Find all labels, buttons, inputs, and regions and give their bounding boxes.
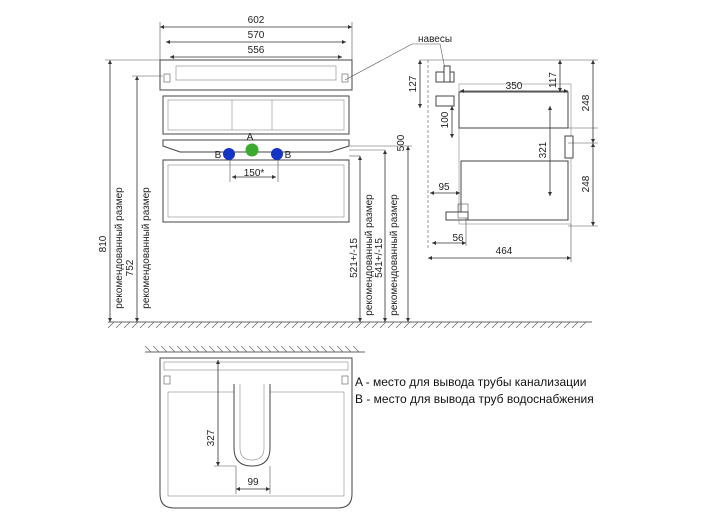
legend: [355, 375, 594, 406]
dim-56: [432, 218, 466, 246]
drain-point-a: [246, 144, 259, 157]
countertop: [160, 60, 352, 90]
top-drawer: [163, 96, 349, 134]
dim-556: [170, 45, 342, 57]
dim-127-label: 127: [408, 75, 419, 93]
legend-b: B - место для вывода труб водоснабжения: [355, 392, 594, 406]
dim-570: [166, 30, 346, 42]
dim-541-label: 541+/-15: [374, 238, 385, 278]
dim-100-label: 100: [440, 111, 451, 129]
dim-752-label: 752: [125, 259, 136, 277]
dim-350-label: 350: [505, 81, 523, 92]
dim-95: [430, 182, 460, 193]
side-view: [345, 34, 598, 262]
dim-248-bottom-label: 248: [581, 175, 592, 193]
dim-500: [349, 134, 412, 322]
rec-label-521: рекомендованный размер: [364, 194, 375, 316]
dim-117: [548, 60, 560, 92]
dim-327-label: 327: [206, 429, 217, 447]
hinges-label: навесы: [418, 34, 453, 45]
dim-248-top: [568, 60, 598, 143]
dim-570-label: 570: [247, 30, 265, 41]
wall-hatching: [145, 346, 359, 352]
legend-a: A - место для вывода трубы канализации: [355, 375, 587, 389]
front-view: [98, 15, 412, 322]
spacing-b-label: 150*: [243, 168, 265, 179]
water-point-b-left: [223, 148, 235, 160]
dim-521: [349, 156, 375, 322]
dim-100: [440, 106, 452, 138]
dim-95-label: 95: [438, 182, 450, 193]
rec-label-752: рекомендованный размер: [141, 187, 152, 309]
dim-752: [125, 76, 163, 322]
dim-602-label: 602: [247, 15, 265, 26]
floor-hatching: [108, 322, 586, 328]
dim-464-label: 464: [495, 246, 513, 257]
dim-556-label: 556: [247, 45, 265, 56]
dim-500-label: 500: [396, 134, 407, 152]
dim-248-top-label: 248: [581, 94, 592, 112]
dim-810-label: 810: [98, 235, 109, 253]
dim-321-label: 321: [538, 141, 549, 159]
point-b-left-label: B: [214, 150, 222, 161]
rec-label-541: рекомендованный размер: [389, 194, 400, 316]
water-point-b-right: [271, 148, 283, 160]
point-a-label: A: [246, 132, 254, 143]
point-b-right-label: B: [284, 150, 292, 161]
dim-127: [408, 60, 420, 108]
dim-99-label: 99: [247, 477, 259, 488]
plan-view: [145, 346, 365, 508]
rec-label-810: рекомендованный размер: [114, 187, 125, 309]
dim-56-label: 56: [452, 233, 464, 244]
dim-117-label: 117: [548, 72, 559, 88]
cabinet-side: [446, 84, 573, 224]
dim-521-label: 521+/-15: [349, 238, 360, 278]
mount-rail: [436, 96, 454, 106]
floor-line: [108, 322, 592, 328]
pipe-cutout: [234, 384, 270, 466]
